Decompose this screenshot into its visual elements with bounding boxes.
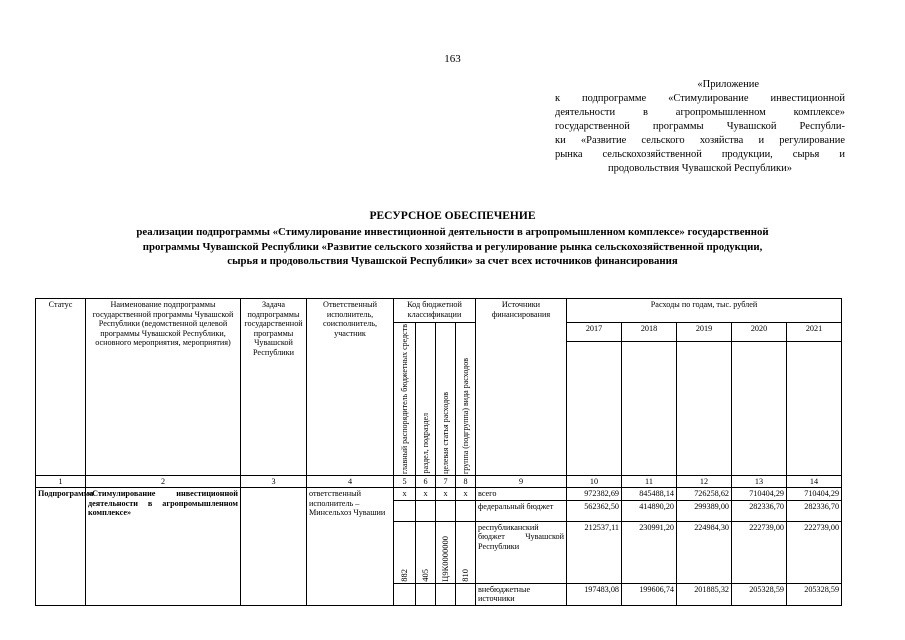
header-grbs xyxy=(394,323,416,476)
appendix-line: к подпрограмме «Стимулирование инвестиционной xyxy=(555,93,845,104)
source-value: 212537,11 xyxy=(567,521,622,583)
source-value: 282336,70 xyxy=(732,500,787,521)
row-name: «Стимулирование инвестиционной деятельности в агропромышленном комплексе» xyxy=(86,488,241,606)
appendix-line: ки «Развитие сельского хозяйства и регулирование xyxy=(555,135,845,146)
code-grbs-text: 882 xyxy=(398,569,409,582)
header-year: 2019 xyxy=(677,323,732,342)
row-task xyxy=(241,488,307,606)
code-empty xyxy=(436,500,456,521)
source-value: 299389,00 xyxy=(677,500,732,521)
source-value: 972382,69 xyxy=(567,488,622,501)
code-empty xyxy=(416,583,436,605)
header-budget-code: Код бюджетной классификации xyxy=(394,299,476,323)
header-target-text: целевая статья расходов xyxy=(441,392,450,474)
source-value: 710404,29 xyxy=(732,488,787,501)
header-group xyxy=(456,323,476,476)
header-group-text: группа (подгруппа) вида расходов xyxy=(461,357,470,474)
header-task: Задача подпрограммы государственной программы Чувашской Республики xyxy=(241,299,307,476)
appendix-line: продовольствия Чувашской Республики» xyxy=(607,163,792,174)
source-value: 845488,14 xyxy=(622,488,677,501)
source-value: 199606,74 xyxy=(622,583,677,605)
code-target xyxy=(436,521,456,583)
header-section xyxy=(416,323,436,476)
source-value: 197483,08 xyxy=(567,583,622,605)
header-executor: Ответственный исполнитель, соисполнитель, участник xyxy=(307,299,394,476)
header-year-space xyxy=(732,342,787,476)
appendix-line: государственной программы Чувашской Республи- xyxy=(555,121,845,132)
source-value: 224984,30 xyxy=(677,521,732,583)
column-number: 7 xyxy=(436,475,456,488)
header-sources: Источники финансирования xyxy=(476,299,567,476)
code-empty xyxy=(456,500,476,521)
header-year-space xyxy=(787,342,842,476)
code-empty xyxy=(394,500,416,521)
code-empty xyxy=(394,583,416,605)
column-number: 8 xyxy=(456,475,476,488)
header-section-text: раздел, подраздел xyxy=(421,413,430,474)
document-subtitle xyxy=(70,225,835,269)
code-empty xyxy=(436,583,456,605)
appendix-line: деятельности в агропромышленном комплексе» xyxy=(555,107,845,118)
row-status: Подпрограмма xyxy=(36,488,86,606)
header-year: 2017 xyxy=(567,323,622,342)
code-section-total: x xyxy=(416,488,436,501)
source-name: республиканский бюджет Чувашской Республики xyxy=(476,521,567,583)
document-title: РЕСУРСНОЕ ОБЕСПЕЧЕНИЕ xyxy=(369,210,536,222)
resource-table xyxy=(35,298,842,606)
header-name: Наименование подпрограммы государственной программы Чувашской Республики (ведомственной целевой программы Чувашской Республики, основного мероприятия, мероприятия) xyxy=(86,299,241,476)
header-year-space xyxy=(622,342,677,476)
header-year: 2018 xyxy=(622,323,677,342)
code-grbs xyxy=(394,521,416,583)
column-number: 1 xyxy=(36,475,86,488)
source-value: 222739,00 xyxy=(732,521,787,583)
code-group xyxy=(456,521,476,583)
code-group-total: x xyxy=(456,488,476,501)
page-number: 163 xyxy=(444,53,461,65)
header-grbs-text: главный распорядитель бюджетных средств xyxy=(400,324,409,474)
header-status: Статус xyxy=(36,299,86,476)
column-number: 4 xyxy=(307,475,394,488)
code-target-text: Ц9К0000000 xyxy=(439,536,450,582)
code-empty xyxy=(416,500,436,521)
source-name: всего xyxy=(476,488,567,501)
source-value: 205328,59 xyxy=(732,583,787,605)
source-value: 205328,59 xyxy=(787,583,842,605)
subtitle-line: реализации подпрограммы «Стимулирование инвестиционной деятельности в агропромышленном комплексе» государственной xyxy=(136,226,769,238)
header-target xyxy=(436,323,456,476)
source-value: 414890,20 xyxy=(622,500,677,521)
column-number: 2 xyxy=(86,475,241,488)
source-value: 710404,29 xyxy=(787,488,842,501)
code-section xyxy=(416,521,436,583)
code-empty xyxy=(456,583,476,605)
column-number: 11 xyxy=(622,475,677,488)
column-number: 5 xyxy=(394,475,416,488)
row-executor: ответственный исполнитель – Минсельхоз Чувашии xyxy=(307,488,394,606)
column-number: 12 xyxy=(677,475,732,488)
column-number: 13 xyxy=(732,475,787,488)
source-name: федеральный бюджет xyxy=(476,500,567,521)
column-number: 10 xyxy=(567,475,622,488)
source-value: 222739,00 xyxy=(787,521,842,583)
source-value: 230991,20 xyxy=(622,521,677,583)
code-group-text: 810 xyxy=(459,569,470,582)
header-year: 2021 xyxy=(787,323,842,342)
column-number: 6 xyxy=(416,475,436,488)
code-section-text: 405 xyxy=(419,569,430,582)
header-year-space xyxy=(677,342,732,476)
header-expenses: Расходы по годам, тыс. рублей xyxy=(567,299,842,323)
appendix-line: рынка сельскохозяйственной продукции, сырья и xyxy=(555,149,845,160)
appendix-note xyxy=(555,78,845,176)
subtitle-line: сырья и продовольствия Чувашской Республики» за счет всех источников финансирования xyxy=(227,255,678,267)
source-value: 282336,70 xyxy=(787,500,842,521)
source-value: 201885,32 xyxy=(677,583,732,605)
column-number: 3 xyxy=(241,475,307,488)
subtitle-line: программы Чувашской Республики «Развитие сельского хозяйства и регулирование рынка сельскохозяйственной продукции, xyxy=(142,240,763,253)
code-grbs-total: x xyxy=(394,488,416,501)
column-number: 9 xyxy=(476,475,567,488)
header-year-space xyxy=(567,342,622,476)
code-target-total: x xyxy=(436,488,456,501)
appendix-line: «Приложение xyxy=(697,79,759,90)
source-value: 726258,62 xyxy=(677,488,732,501)
column-number: 14 xyxy=(787,475,842,488)
source-value: 562362,50 xyxy=(567,500,622,521)
source-name: внебюджетные источники xyxy=(476,583,567,605)
header-year: 2020 xyxy=(732,323,787,342)
